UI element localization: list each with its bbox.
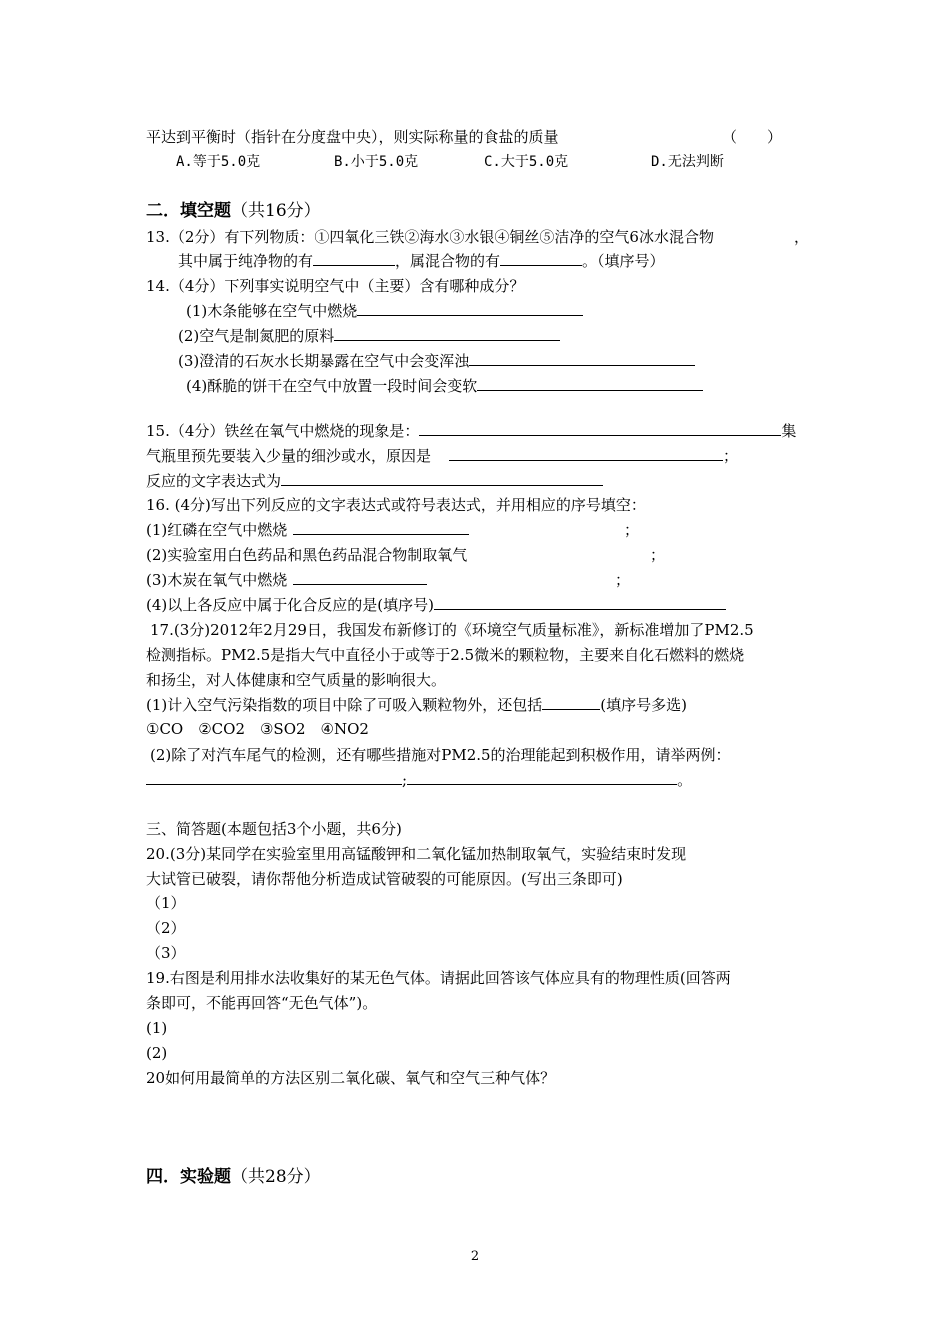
q17-blank-pollutants[interactable]	[542, 695, 600, 710]
q16-item-3: (3)木炭在氧气中燃烧	[146, 570, 427, 590]
q20a-answer-2: （2）	[146, 919, 186, 937]
q16-blank-4[interactable]	[434, 595, 726, 610]
page-number: 2	[470, 1249, 480, 1264]
q16-semicolon-2: ；	[650, 546, 666, 564]
q12-answer-bracket: （ ）	[722, 128, 783, 146]
q19-answer-2: (2)	[146, 1044, 168, 1062]
q16-item-2: (2)实验室用白色药品和黑色药品混合物制取氧气	[146, 546, 468, 564]
q16-semicolon-3: ；	[615, 571, 631, 589]
q13-line-2: 其中属于纯净物的有 ，属混合物的有 。（填序号）	[178, 252, 665, 270]
q16-blank-3[interactable]	[293, 570, 427, 585]
q20a-line-2: 大试管已破裂，请你帮他分析造成试管破裂的可能原因。(写出三条即可)	[146, 870, 623, 888]
section-3-heading: 三、简答题(本题包括3个小题，共6分)	[146, 820, 402, 838]
q17-options: ①CO ②CO2 ③SO2 ④NO2	[146, 720, 369, 738]
q19-answer-1: (1)	[146, 1019, 168, 1037]
q15-blank-equation[interactable]	[281, 471, 603, 486]
q13-blank-pure[interactable]	[313, 251, 395, 266]
q17-sub-2: (2)除了对汽车尾气的检测，还有哪些措施对PM2.5的治理能起到积极作用，请举两例：	[150, 746, 731, 764]
q16-semicolon-1: ；	[624, 521, 640, 539]
q15-line-2: 气瓶里预先要装入少量的细沙或水，原因是 ；	[146, 447, 739, 465]
q19-line-2: 条即可，不能再回答“无色气体”)。	[146, 994, 378, 1012]
q20a-line-1: 20.(3分)某同学在实验室里用高锰酸钾和二氧化锰加热制取氧气，实验结束时发现	[146, 845, 687, 863]
q14-blank-2[interactable]	[334, 326, 560, 341]
q19-line-1: 19.右图是利用排水法收集好的某无色气体。请据此回答该气体应具有的物理性质(回答两	[146, 969, 731, 987]
q17-sub-1: (1)计入空气污染指数的项目中除了可吸入颗粒物外，还包括 (填序号多选)	[146, 696, 687, 714]
q13-blank-mixture[interactable]	[500, 251, 582, 266]
q12-option-b: B.小于5.0克	[334, 154, 419, 170]
q14-item-3: (3)澄清的石灰水长期暴露在空气中会变浑浊	[178, 351, 695, 371]
section-2-heading: 二．填空题（共16分）	[146, 201, 321, 221]
q17-blank-measure-2[interactable]	[407, 770, 677, 785]
q16-blank-1[interactable]	[293, 520, 469, 535]
q15-line-1: 15.（4分）铁丝在氧气中燃烧的现象是： 集	[146, 422, 797, 440]
q17-line-2: 检测指标。PM2.5是指大气中直径小于或等于2.5微米的颗粒物，主要来自化石燃料的燃烧	[146, 646, 745, 664]
q14-blank-1[interactable]	[357, 301, 583, 316]
q20a-answer-1: （1）	[146, 894, 186, 912]
q14-item-1: (1)木条能够在空气中燃烧	[186, 301, 583, 321]
section-4-heading: 四．实验题（共28分）	[146, 1167, 321, 1187]
q15-line-3: 反应的文字表达式为	[146, 471, 603, 491]
q14-blank-4[interactable]	[477, 376, 703, 391]
q14-blank-3[interactable]	[469, 351, 695, 366]
q16-stem: 16. (4分)写出下列反应的文字表达式或符号表达式，并用相应的序号填空：	[146, 496, 646, 514]
q16-item-4: (4)以上各反应中属于化合反应的是(填序号)	[146, 595, 726, 615]
q20a-answer-3: （3）	[146, 944, 186, 962]
q14-item-2: (2)空气是制氮肥的原料	[178, 326, 560, 346]
q13-line-1-end: ，	[794, 228, 810, 246]
q12-option-d: D.无法判断	[651, 154, 724, 170]
q17-blank-measure-1[interactable]	[146, 770, 402, 785]
q12-stem: 平达到平衡时（指针在分度盘中央），则实际称量的食盐的质量	[146, 128, 559, 146]
q17-line-3: 和扬尘，对人体健康和空气质量的影响很大。	[146, 671, 447, 689]
q20b-line-1: 20如何用最简单的方法区别二氧化碳、氧气和空气三种气体？	[146, 1069, 556, 1087]
q15-blank-phenomenon[interactable]	[419, 421, 781, 436]
q17-line-1: 17.(3分)2012年2月29日，我国发布新修订的《环境空气质量标准》，新标准增加了PM2.5	[150, 621, 754, 639]
q14-item-4: (4)酥脆的饼干在空气中放置一段时间会变软	[186, 376, 703, 396]
q13-line-1: 13.（2分）有下列物质：①四氧化三铁②海水③水银④铜丝⑤洁净的空气6冰水混合物	[146, 228, 714, 246]
q15-blank-reason[interactable]	[449, 446, 723, 461]
q17-answer-line: ; 。	[146, 770, 692, 790]
q16-item-1: (1)红磷在空气中燃烧	[146, 520, 469, 540]
q12-option-a: A.等于5.0克	[176, 154, 261, 170]
q14-stem: 14.（4分）下列事实说明空气中（主要）含有哪种成分？	[146, 277, 525, 295]
q12-option-c: C.大于5.0克	[484, 154, 569, 170]
